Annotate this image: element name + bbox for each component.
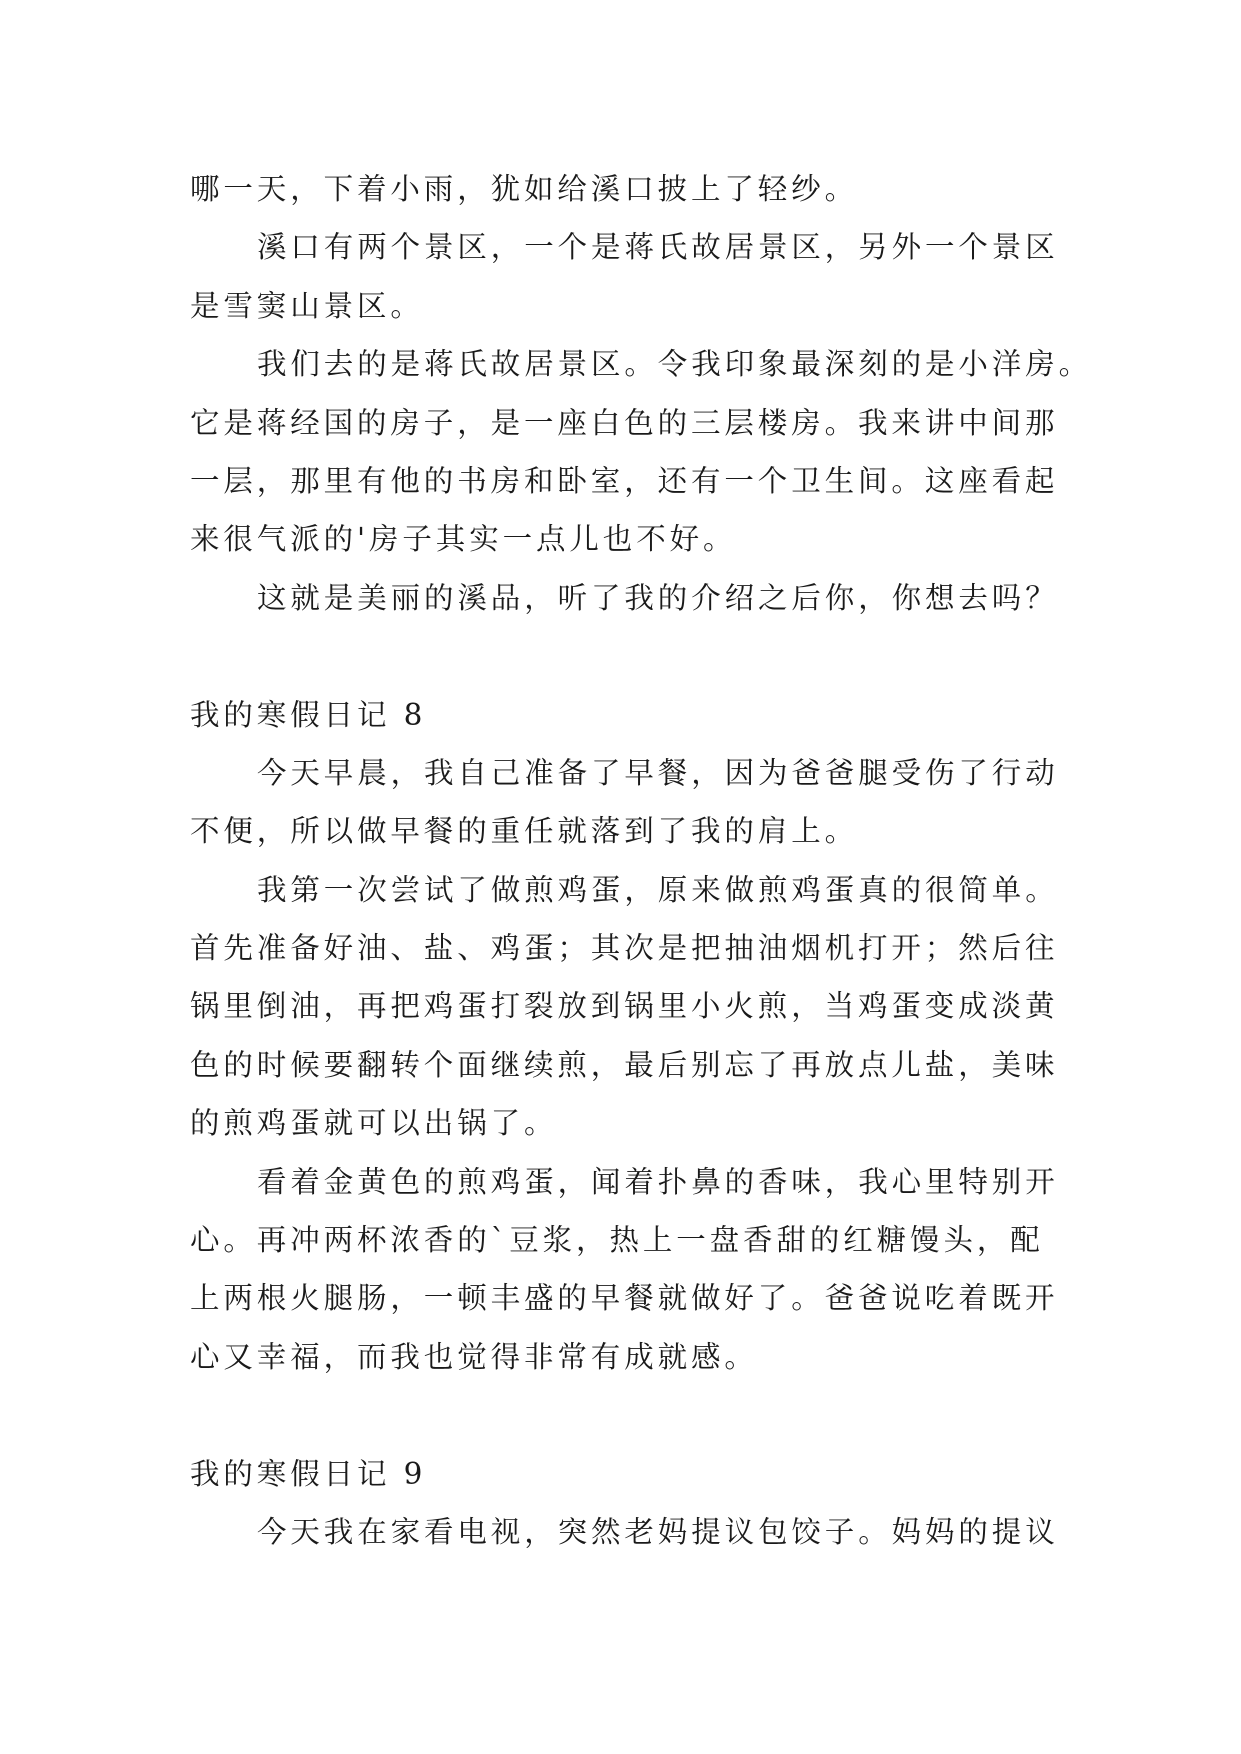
text-line: 不便，所以做早餐的重任就落到了我的肩上。 [190, 814, 859, 849]
blank-line [190, 627, 1060, 685]
text-line: 色的时候要翻转个面继续煎，最后别忘了再放点儿盐，美味 [190, 1047, 1059, 1082]
text-line: 溪口有两个景区，一个是蒋氏故居景区，另外一个景区 [257, 230, 1059, 265]
text-line: 我们去的是蒋氏故居景区。令我印象最深刻的是小洋房。 [257, 347, 1093, 382]
text-line: 这就是美丽的溪品，听了我的介绍之后你，你想去吗？ [257, 580, 1059, 615]
text-line: 看着金黄色的煎鸡蛋，闻着扑鼻的香味，我心里特别开 [257, 1164, 1059, 1199]
text-line: 心。再冲两杯浓香的`豆浆，热上一盘香甜的红糖馒头，配 [190, 1223, 1044, 1258]
diary-heading: 我的寒假日记 9 [190, 1456, 427, 1491]
text-line: 一层，那里有他的书房和卧室，还有一个卫生间。这座看起 [190, 463, 1059, 498]
text-line: 我第一次尝试了做煎鸡蛋，原来做煎鸡蛋真的很简单。 [257, 872, 1059, 907]
text-line: 心又幸福，而我也觉得非常有成就感。 [190, 1339, 758, 1374]
diary-heading: 我的寒假日记 8 [190, 697, 427, 732]
text-line: 上两根火腿肠，一顿丰盛的早餐就做好了。爸爸说吃着既开 [190, 1281, 1059, 1316]
text-line: 是雪窦山景区。 [190, 288, 424, 323]
text-line: 首先准备好油、盐、鸡蛋；其次是把抽油烟机打开；然后往 [190, 931, 1059, 966]
text-line: 今天早晨，我自己准备了早餐，因为爸爸腿受伤了行动 [257, 755, 1059, 790]
text-line: 锅里倒油，再把鸡蛋打裂放到锅里小火煎，当鸡蛋变成淡黄 [190, 989, 1059, 1024]
text-line: 的煎鸡蛋就可以出锅了。 [190, 1106, 558, 1141]
text-line: 今天我在家看电视，突然老妈提议包饺子。妈妈的提议 [257, 1514, 1059, 1549]
text-line: 它是蒋经国的房子，是一座白色的三层楼房。我来讲中间那 [190, 405, 1059, 440]
blank-line [190, 1386, 1060, 1444]
text-line: 哪一天，下着小雨，犹如给溪口披上了轻纱。 [190, 172, 859, 206]
document-body [190, 160, 1093, 1561]
text-line: 来很气派的'房子其实一点儿也不好。 [190, 522, 737, 557]
